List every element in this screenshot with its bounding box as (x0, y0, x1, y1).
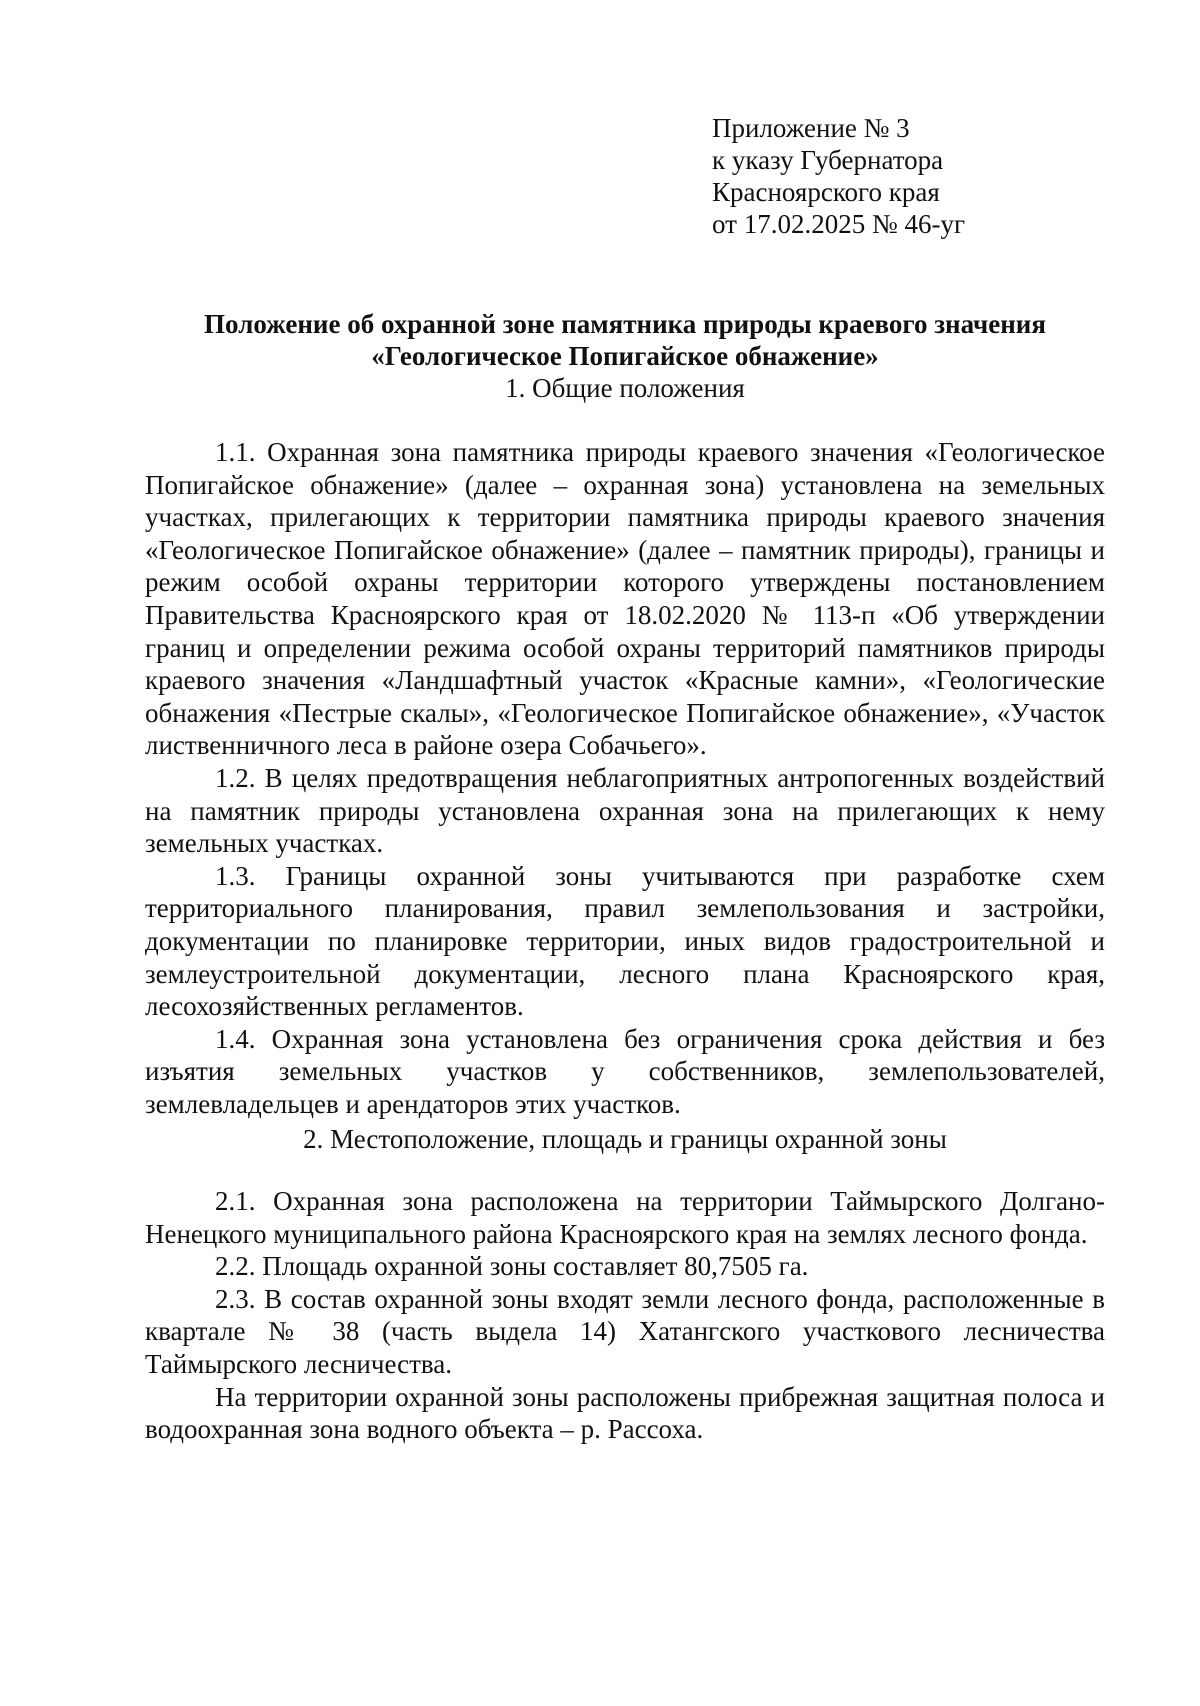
paragraph-1-1: 1.1. Охранная зона памятника природы краевого значения «Геологическое Попигайское обнажение» (далее – охранная зона) установлена на земельных участках, прилегающих к территории памятника природы краевого значения «Геологическое Попигайское обнажение» (далее – памятник природы), границы и режим особой охраны территории которого утверждены постановлением Правительства Красноярского края от 18.02.2020 № 113-п «Об утверждении границ и определении режима особой охраны территорий памятников природы краевого значения «Ландшафтный участок «Красные камни», «Геологические обнажения «Пестрые скалы», «Геологическое Попигайское обнажение», «Участок лиственничного леса в районе озера Собачьего». (145, 437, 1105, 761)
section-1-body (145, 436, 1105, 1120)
document-title (145, 308, 1105, 372)
paragraph-1-4: 1.4. Охранная зона установлена без ограничения срока действия и без изъятия земельных участков у собственников, землепользователей, землевладельцев и арендаторов этих участков. (145, 1023, 1105, 1119)
appendix-number: Приложение № 3 (712, 113, 910, 143)
paragraph-2-1: 2.1. Охранная зона расположена на территории Таймырского Долгано-Ненецкого муниципального района Красноярского края на землях лесного фонда. (145, 1186, 1105, 1249)
paragraph-1-2: 1.2. В целях предотвращения неблагоприятных антропогенных воздействий на памятник природы установлена охранная зона на прилегающих к нему земельных участках. (145, 762, 1105, 859)
section-1-heading: 1. Общие положения (505, 373, 745, 403)
section-2-body (145, 1185, 1105, 1446)
document-title-line-2: «Геологическое Попигайское обнажение» (371, 341, 879, 371)
paragraph-1-3: 1.3. Границы охранной зоны учитываются при разработке схем территориального планирования, правил землепользования и застройки, документации по планировке территории, иных видов градостроительной и землеустроительной документации, лесного плана Красноярского края, лесохозяйственных регламентов. (145, 860, 1105, 1022)
section-2-heading: 2. Местоположение, площадь и границы охранной зоны (303, 1124, 947, 1154)
appendix-decree-ref: к указу Губернатора (712, 145, 944, 175)
paragraph-2-2: 2.2. Площадь охранной зоны составляет 80,7505 га. (215, 1251, 809, 1282)
paragraph-2-note: На территории охранной зоны расположены прибрежная защитная полоса и водоохранная зона водного объекта – р. Рассоха. (145, 1381, 1105, 1445)
appendix-block (712, 112, 965, 240)
appendix-region: Красноярского края (712, 177, 940, 207)
appendix-date: от 17.02.2025 № 46-уг (712, 209, 966, 239)
document-title-line-1: Положение об охранной зоне памятника природы краевого значения (204, 309, 1046, 339)
paragraph-2-3: 2.3. В состав охранной зоны входят земли лесного фонда, расположенные в квартале № 38 (часть выдела 14) Хатангского участкового лесничества Таймырского лесничества. (145, 1283, 1105, 1379)
